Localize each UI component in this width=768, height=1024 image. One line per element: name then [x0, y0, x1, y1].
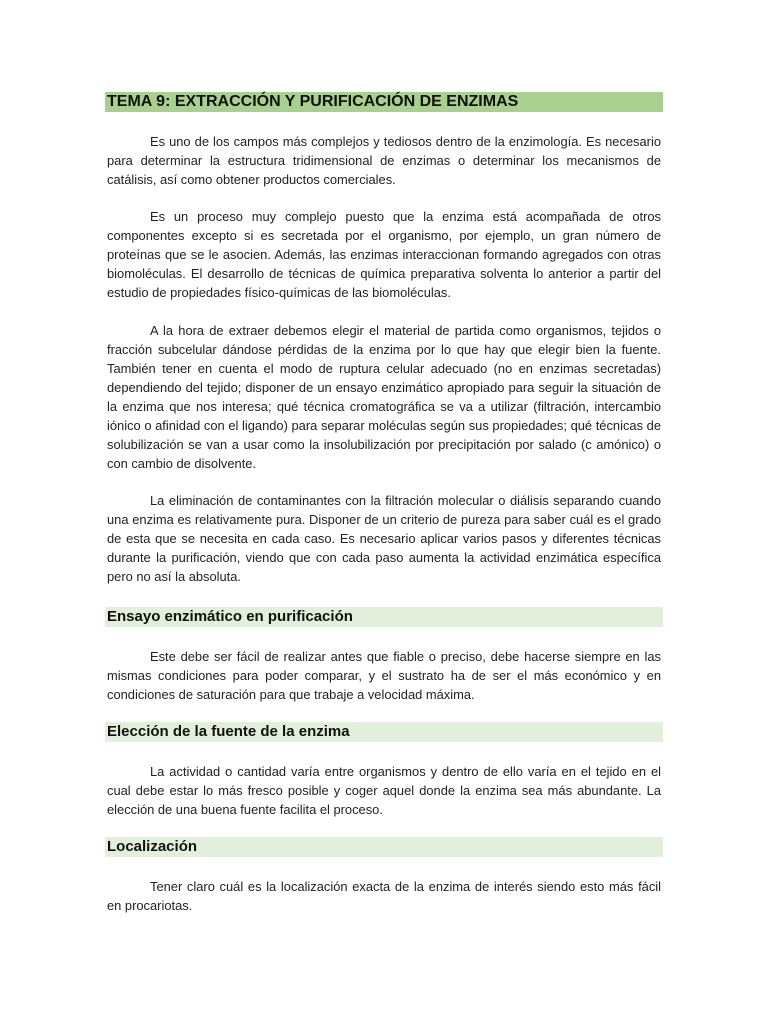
section-heading-text: Localización	[107, 838, 198, 855]
intro-paragraph-1: Es uno de los campos más complejos y tediosos dentro de la enzimología. Es necesario para determinar la estructura tridimensional de enzimas o determinar los mecanismos de catálisis, así como obtener productos comerciales.	[107, 134, 661, 187]
section-heading-text: Ensayo enzimático en purificación	[107, 608, 353, 625]
intro-paragraph-3: A la hora de extraer debemos elegir el material de partida como organismos, tejidos o fracción subcelular dándose pérdidas de la enzima por lo que hay que elegir bien la fuente. También tener en cuenta el modo de ruptura celular adecuado (no en enzimas secretadas) dependiendo del tejido; disponer de un ensayo enzimático apropiado para seguir la situación de la enzima que nos interesa; qué técnica cromatográfica se va a utilizar (filtración, intercambio iónico o afinidad con el ligando) para separar moléculas según sus propiedades; qué técnicas de solubilización se van a usar como la insolubilización por precipitación por salado (c amónico) o con cambio de disolvente.	[107, 323, 661, 471]
section-paragraph-ensayo: Este debe ser fácil de realizar antes que fiable o preciso, debe hacerse siempre en las mismas condiciones para poder comparar, y el sustrato ha de ser el más económico y en condiciones de saturación para que trabaje a velocidad máxima.	[107, 649, 661, 702]
intro-paragraph-2: Es un proceso muy complejo puesto que la enzima está acompañada de otros componentes excepto si es secretada por el organismo, por ejemplo, un gran número de proteínas que se le asocien. Además, las enzimas interaccionan formando agregados con otras biomoléculas. El desarrollo de técnicas de química preparativa solventa lo anterior a partir del estudio de propiedades físico-químicas de las biomoléculas.	[107, 209, 661, 300]
title-banner	[105, 92, 663, 112]
section-heading-localizacion	[105, 837, 663, 857]
intro-paragraph-4: La eliminación de contaminantes con la filtración molecular o diálisis separando cuando una enzima es relativamente pura. Disponer de un criterio de pureza para saber cuál es el grado de esta que se necesita en cada caso. Es necesario aplicar varios pasos y diferentes técnicas durante la purificación, viendo que con cada paso aumenta la actividad enzimática específica pero no así la absoluta.	[107, 493, 661, 584]
section-heading-ensayo	[105, 607, 663, 627]
section-heading-fuente	[105, 722, 663, 742]
section-paragraph-localizacion: Tener claro cuál es la localización exacta de la enzima de interés siendo esto más fácil en procariotas.	[107, 879, 661, 913]
section-heading-text: Elección de la fuente de la enzima	[107, 723, 350, 740]
section-paragraph-fuente: La actividad o cantidad varía entre organismos y dentro de ello varía en el tejido en el cual debe estar lo más fresco posible y coger aquel donde la enzima sea más abundante. La elección de una buena fuente facilita el proceso.	[107, 764, 661, 817]
page-title: TEMA 9: EXTRACCIÓN Y PURIFICACIÓN DE ENZIMAS	[107, 93, 519, 110]
